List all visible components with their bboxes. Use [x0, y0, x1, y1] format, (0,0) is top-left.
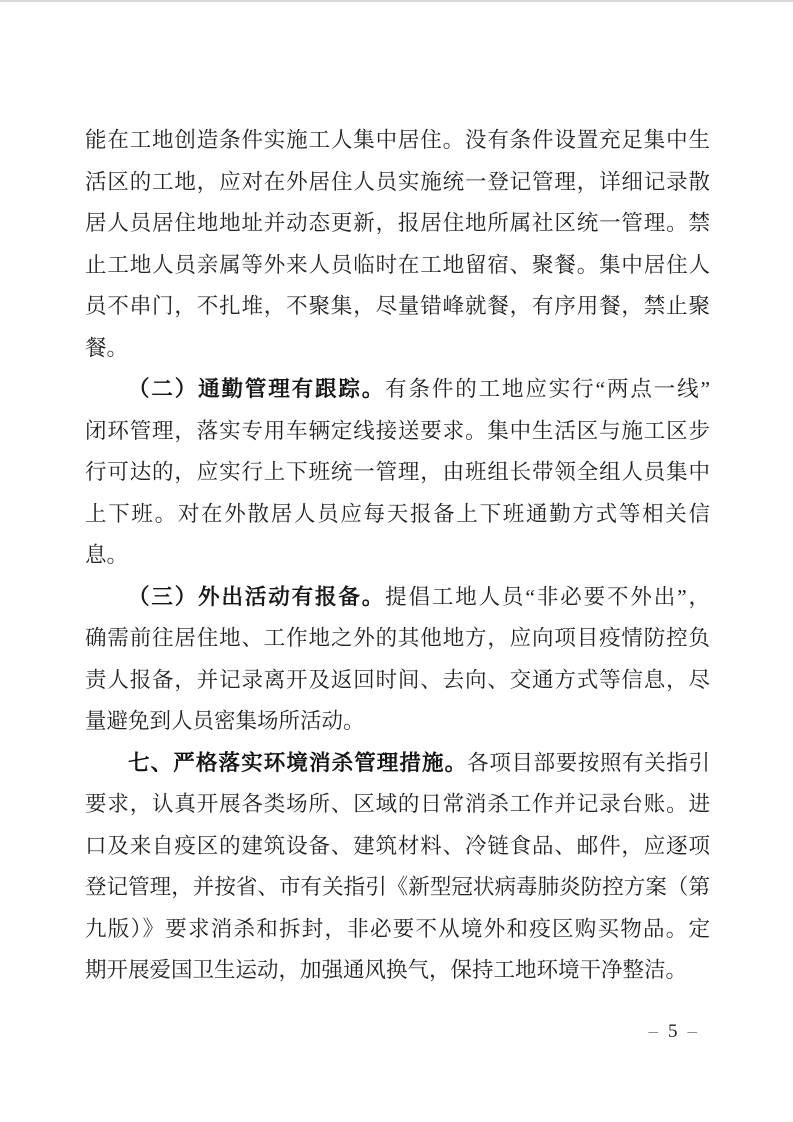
scan-edge-artifact: [0, 0, 793, 2]
text-line: 要求，认真开展各类场所、区域的日常消杀工作并记录台账。进: [85, 792, 710, 816]
text-line: [85, 743, 710, 785]
text-line: 息。: [85, 543, 129, 567]
text-line: 闭环管理，落实专用车辆定线接送要求。集中生活区与施工区步: [85, 418, 710, 443]
page-number: [649, 1020, 698, 1044]
text-line: 期开展爱国卫生运动，加强通风换气，保持工地环境干净整洁。: [85, 958, 688, 982]
text-line: 餐。: [85, 335, 129, 360]
text-line: 员不串门，不扎堆，不聚集，尽量错峰就餐，有序用餐，禁止聚: [85, 294, 710, 318]
text-line: 登记管理，并按省、市有关指引《新型冠状病毒肺炎防控方案（第: [85, 875, 710, 899]
document-text-block: [85, 120, 710, 992]
text-line: 居人员居住地地址并动态更新，报居住地所属社区统一管理。禁: [85, 211, 710, 235]
text-line: 能在工地创造条件实施工人集中居住。没有条件设置充足集中生: [85, 128, 710, 152]
text-run: 有条件的工地应实行“两点一线”: [385, 377, 710, 401]
page-number-left-dash: –: [648, 1021, 658, 1042]
text-run: 提倡工地人员“非必要不外出”，: [385, 584, 710, 609]
subitem-heading-3: （三）外出活动有报备。: [128, 584, 386, 609]
text-line: 口及来自疫区的建筑设备、建筑材料、冷链食品、邮件，应逐项: [85, 833, 710, 858]
page-number-right-dash: –: [687, 1021, 697, 1042]
text-line: 活区的工地，应对在外居住人员实施统一登记管理，详细记录散: [85, 169, 710, 194]
section-heading-7: 七、严格落实环境消杀管理措施。: [128, 750, 468, 775]
text-line: [85, 369, 710, 411]
text-line: 行可达的，应实行上下班统一管理，由班组长带领全组人员集中: [85, 460, 710, 484]
text-line: 上下班。对在外散居人员应每天报备上下班通勤方式等相关信: [85, 501, 710, 526]
text-line: 责人报备，并记录离开及返回时间、去向、交通方式等信息，尽: [85, 667, 710, 692]
text-line: 九版）》要求消杀和拆封，非必要不从境外和疫区购买物品。定: [85, 916, 710, 941]
page-number-value: 5: [668, 1021, 678, 1042]
text-line: 量避免到人员密集场所活动。: [85, 709, 365, 733]
text-line: 确需前往居住地、工作地之外的其他地方，应向项目疫情防控负: [85, 626, 710, 650]
text-line: 止工地人员亲属等外来人员临时在工地留宿、聚餐。集中居住人: [85, 252, 710, 277]
text-run: 各项目部要按照有关指引: [467, 750, 710, 775]
subitem-heading-2: （二）通勤管理有跟踪。: [128, 377, 386, 401]
text-line: [85, 577, 710, 619]
